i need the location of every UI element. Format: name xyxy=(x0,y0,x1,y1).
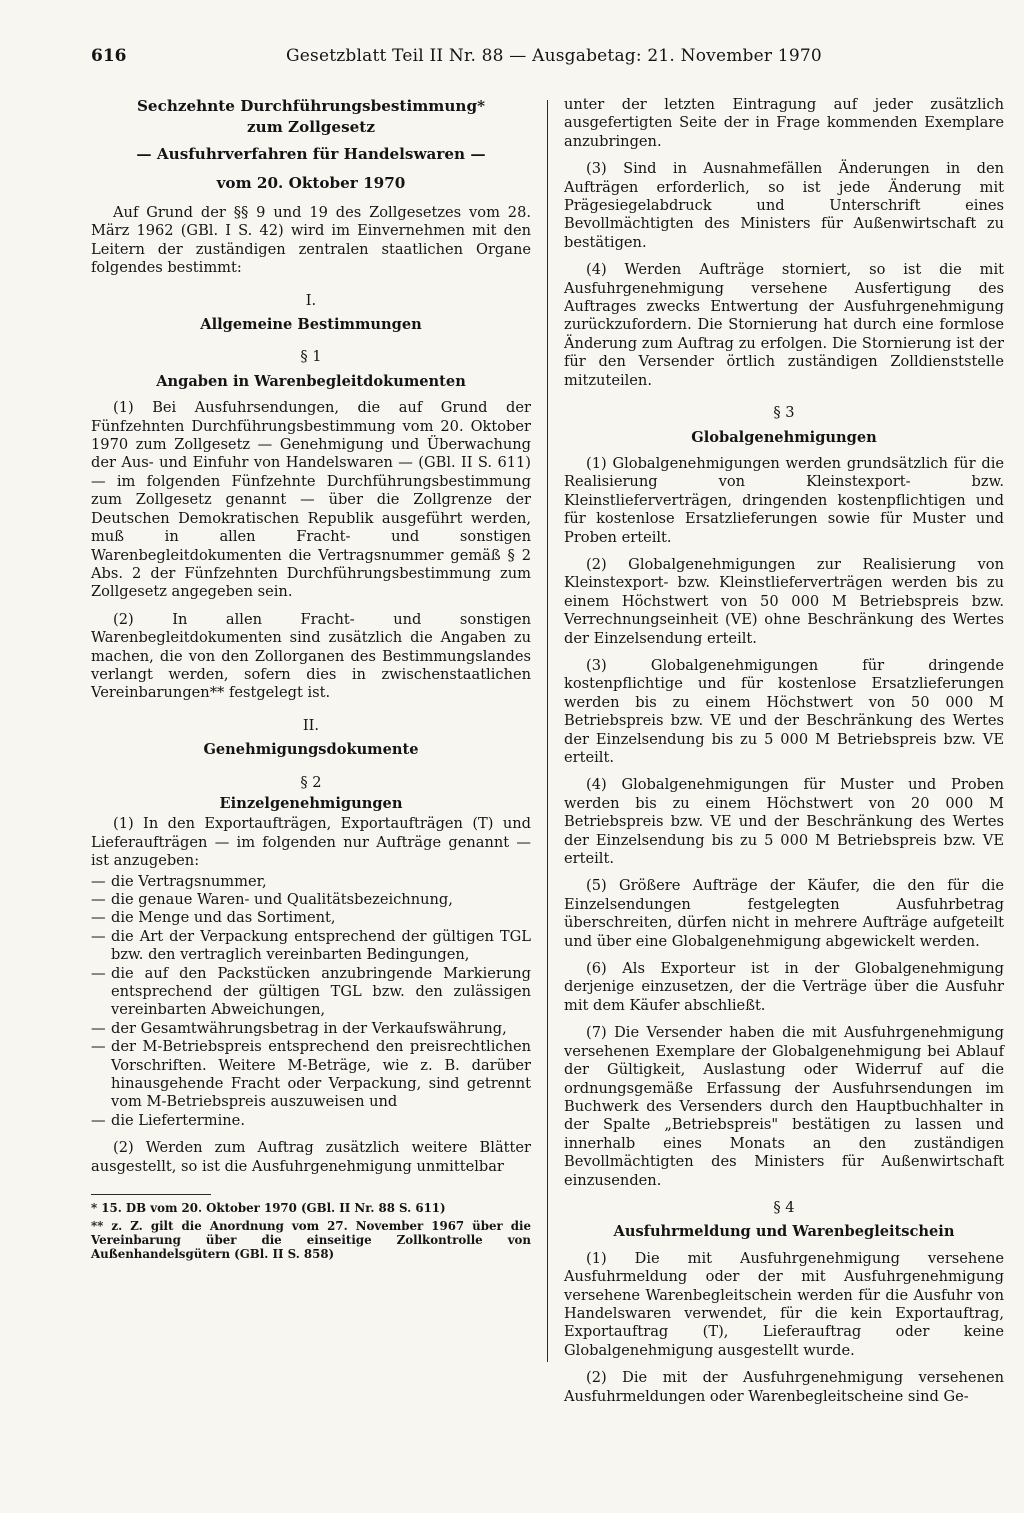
section-3-paragraph: (7) Die Versender haben die mit Ausfuhrgenehmigung versehenen Exemplare der Globalgenehmigung bei Ablauf der Gültigkeit, Auslastung oder Widerruf auf die ordnungsgemäße Erfassung der Ausfuhrsendungen im Buchwerk des Versenders durch den Hauptbuchhalter in der Spalte „Betriebspreis" bestätigen zu lassen und innerhalb eines Monats an den zuständigen Bevollmächtigten des Ministers für Außenwirtschaft einzusenden. xyxy=(564,1024,1004,1189)
dash-list-item: — die Art der Verpackung entsprechend der gültigen TGL bzw. den vertraglich vereinbarten Bedingungen, xyxy=(91,927,531,964)
part-1-heading: Allgemeine Bestimmungen xyxy=(200,316,422,334)
section-4-title: Ausfuhrmeldung und Warenbegleitschein xyxy=(613,1223,955,1241)
section-3-title: Globalgenehmigungen xyxy=(691,428,877,446)
title-date: vom 20. Oktober 1970 xyxy=(216,174,406,192)
section-4-paragraph-2: (2) Die mit der Ausfuhrgenehmigung versehenen Ausfuhrmeldungen oder Warenbegleitscheine sind Ge- xyxy=(564,1369,1004,1405)
dash-list-item: — der M-Betriebspreis entsprechend den preisrechtlichen Vorschriften. Weitere M-Beträge, wie z. B. darüber hinausgehende Fracht oder Verpackung, sind getrennt vom M-Betriebspreis auszuweisen und xyxy=(91,1038,531,1111)
section-3-paragraph: (2) Globalgenehmigungen zur Realisierung von Kleinstexport- bzw. Kleinstlieferverträgen werden bis zu einem Höchstwert von 50 000 M Betriebspreis bzw. Verrechnungseinheit (VE) ohne Beschränkung des Wertes der Einzelsendung erteilt. xyxy=(564,555,1004,647)
dash-list-item: — die auf den Packstücken anzubringende Markierung entsprechend der gültigen TGL bzw. den zulässigen vereinbarten Abweichungen, xyxy=(91,964,531,1019)
column-divider xyxy=(547,100,548,1362)
running-title: Gesetzblatt Teil II Nr. 88 — Ausgabetag: 21. November 1970 xyxy=(286,46,822,66)
section-1-number: § 1 xyxy=(300,348,322,366)
section-1-title: Angaben in Warenbegleitdokumenten xyxy=(156,372,466,390)
section-3-number: § 3 xyxy=(773,404,795,422)
dash-list-item: — die Vertragsnummer, xyxy=(91,872,267,890)
dash-list-item: — die genaue Waren- und Qualitätsbezeichnung, xyxy=(91,891,453,908)
document-title xyxy=(91,96,531,194)
title-line-2: zum Zollgesetz xyxy=(247,118,375,136)
section-2-paragraph-4: (4) Werden Aufträge storniert, so ist die mit Ausfuhrgenehmigung versehene Ausfertigung des Auftrages zwecks Entwertung der Ausfuhrgenehmigung zurückzufordern. Die Stornierung hat durch eine formlose Änderung zum Auftrag zu erfolgen. Die Stornierung ist der für den Versender örtlich zuständigen Zolldienststelle mitzuteilen. xyxy=(564,261,1004,389)
section-1-paragraph-2: (2) In allen Fracht- und sonstigen Warenbegleitdokumenten sind zusätzlich die Angaben zu machen, die von den Zollorganen des Bestimmungslandes verlangt werden, sofern dies in zwischenstaatlichen Vereinbarungen** festgelegt ist. xyxy=(91,610,531,702)
section-3-paragraph: (4) Globalgenehmigungen für Muster und Proben werden bis zu einem Höchstwert von 20 000 M Betriebspreis bzw. VE und der Beschränkung des Wertes der Einzelsendung bis zu 5 000 M Betriebspreis bzw. VE erteilt. xyxy=(564,776,1004,868)
footnote-rule xyxy=(91,1194,211,1195)
section-1-paragraph-1: (1) Bei Ausfuhrsendungen, die auf Grund der Fünfzehnten Durchführungsbestimmung vom 20. Oktober 1970 zum Zollgesetz — Genehmigung und Überwachung der Aus- und Einfuhr von Handelswaren — (GBl. II S. 611) — im folgenden Fünfzehnte Durchführungsbestimmung zum Zollgesetz genannt — über die Zollgrenze der Deutschen Demokratischen Republik ausgeführt werden, muß in allen Fracht- und sonstigen Warenbegleitdokumenten die Vertragsnummer gemäß § 2 Abs. 2 der Fünfzehnten Durchführungsbestimmung zum Zollgesetz angegeben sein. xyxy=(91,399,531,601)
section-4-number: § 4 xyxy=(773,1198,795,1216)
page-header xyxy=(91,46,851,70)
section-2-number: § 2 xyxy=(300,773,322,791)
footnote-2: ** z. Z. gilt die Anordnung vom 27. November 1967 über die Vereinbarung über die einseitige Zollkontrolle von Außenhandelsgütern (GBl. II S. 858) xyxy=(91,1219,531,1262)
part-2-heading: Genehmigungsdokumente xyxy=(203,741,419,759)
dash-list-item: — der Gesamtwährungsbetrag in der Verkaufswährung, xyxy=(91,1019,507,1037)
footnote-1: * 15. DB vom 20. Oktober 1970 (GBl. II Nr. 88 S. 611) xyxy=(91,1201,446,1216)
section-3-paragraph: (1) Globalgenehmigungen werden grundsätzlich für die Realisierung von Kleinstexport- bzw. Kleinstlieferverträgen, dringenden kostenpflichtigen und für kostenlose Ersatzlieferungen sowie für Muster und Proben erteilt. xyxy=(564,454,1004,546)
title-line-1: Sechzehnte Durchführungsbestimmung* xyxy=(136,97,486,115)
section-4-paragraph-1: (1) Die mit Ausfuhrgenehmigung versehene Ausfuhrmeldung oder der mit Ausfuhrgenehmigung versehene Warenbegleitschein werden für die Ausfuhr von Handelswaren verwendet, für die kein Exportauftrag, Exportauftrag (T), Lieferauftrag oder keine Globalgenehmigung ausgestellt wurde. xyxy=(564,1249,1004,1359)
dash-list-item: — die Menge und das Sortiment, xyxy=(91,909,336,927)
section-2-paragraph-3: (3) Sind in Ausnahmefällen Änderungen in den Aufträgen erforderlich, so ist jede Änderung mit Prägesiegelabdruck und Unterschrift eines Bevollmächtigten des Ministers für Außenwirtschaft zu bestätigen. xyxy=(564,160,1004,251)
section-2-paragraph-1: (1) In den Exportaufträgen, Exportaufträgen (T) und Lieferaufträgen — im folgenden nur Aufträge genannt — ist anzugeben: xyxy=(91,815,531,870)
part-1-numeral: I. xyxy=(305,291,317,309)
section-3-paragraph: (3) Globalgenehmigungen für dringende kostenpflichtige und für kostenlose Ersatzlieferungen werden bis zu einem Höchstwert von 50 000 M Betriebspreis bzw. VE und der Beschränkung des Wertes der Einzelsendung bis zu 5 000 M Betriebspreis bzw. VE erteilt. xyxy=(564,656,1004,766)
section-3-paragraph: (5) Größere Aufträge der Käufer, die den für die Einzelsendungen festgelegten Ausfuhrbetrag überschreiten, dürfen nicht in mehrere Aufträge aufgeteilt und über eine Globalgenehmigung abgewickelt werden. xyxy=(564,877,1004,950)
dash-list-item: — die Liefertermine. xyxy=(91,1111,245,1129)
preamble: Auf Grund der §§ 9 und 19 des Zollgesetzes vom 28. März 1962 (GBl. I S. 42) wird im Einvernehmen mit den Leitern der zuständigen zentralen staatlichen Organe folgendes bestimmt: xyxy=(91,204,531,277)
section-2-paragraph-2: (2) Werden zum Auftrag zusätzlich weitere Blätter ausgestellt, so ist die Ausfuhrgenehmigung unmittelbar xyxy=(91,1139,531,1175)
section-2-title: Einzelgenehmigungen xyxy=(219,794,403,812)
page-number: 616 xyxy=(91,46,127,66)
left-column xyxy=(91,96,531,1265)
section-2-continuation: unter der letzten Eintragung auf jeder zusätzlich ausgefertigten Seite der in Frage kommenden Exemplare anzubringen. xyxy=(564,96,1004,150)
title-line-3: — Ausfuhrverfahren für Handelswaren — xyxy=(136,145,486,163)
right-column xyxy=(564,96,1004,1415)
section-3-paragraph: (6) Als Exporteur ist in der Globalgenehmigung derjenige einzusetzen, der die Verträge über die Ausfuhr mit dem Käufer abschließt. xyxy=(564,960,1004,1014)
part-2-numeral: II. xyxy=(302,716,320,734)
